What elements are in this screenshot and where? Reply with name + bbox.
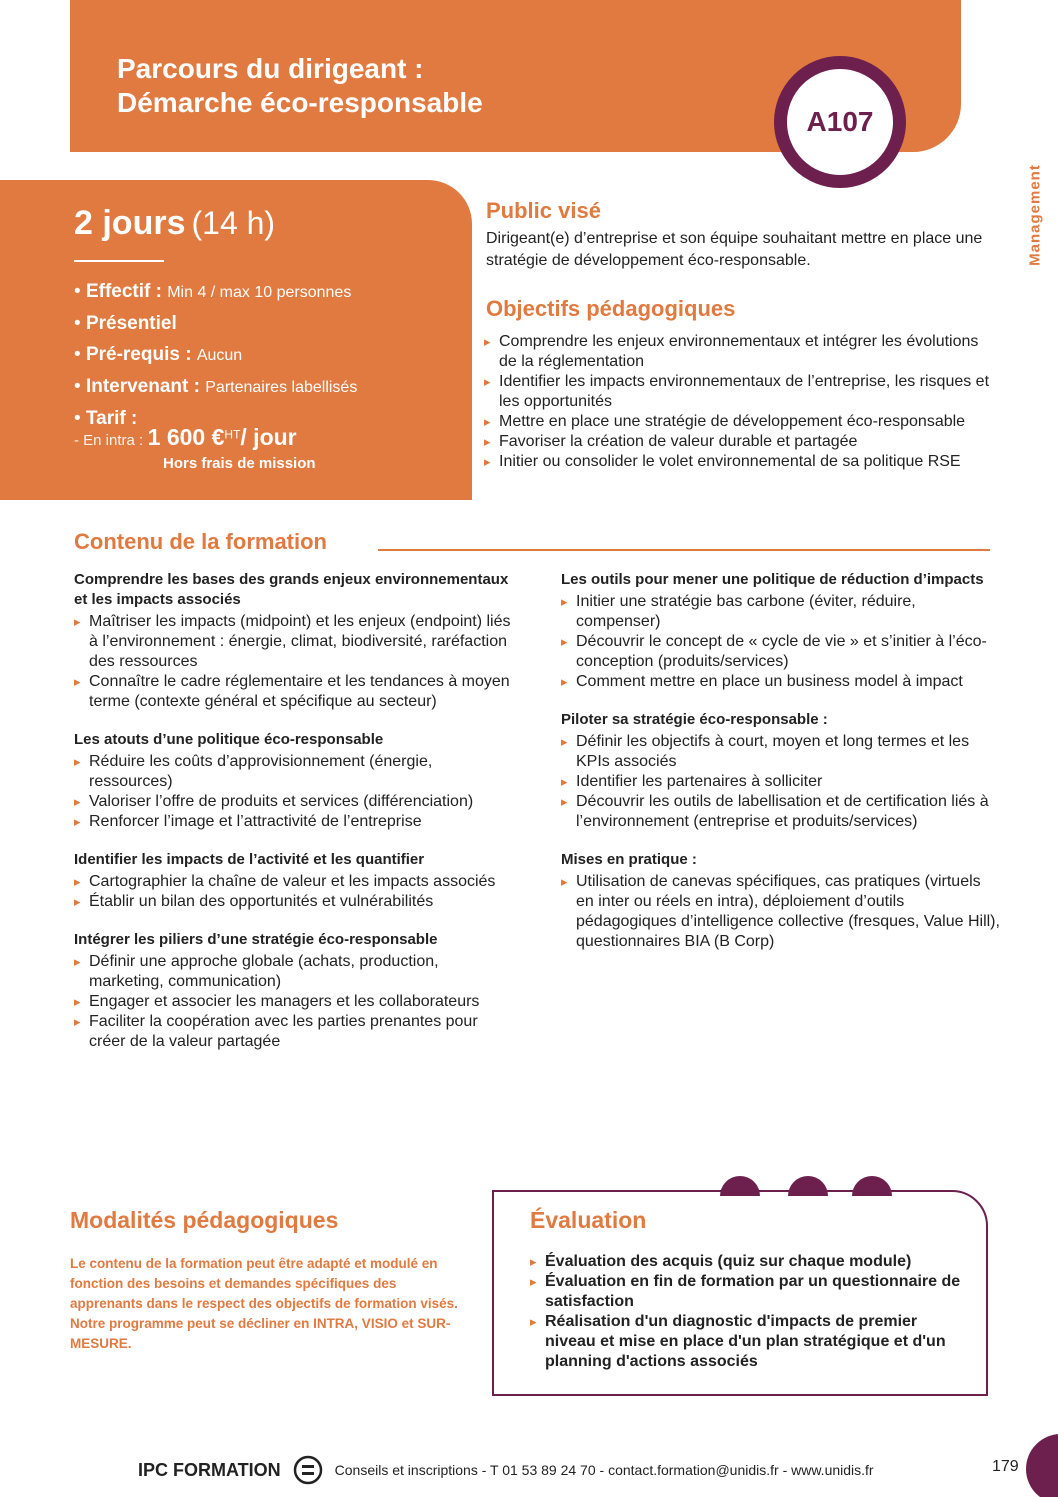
info-label: Pré-requis :	[85, 344, 192, 365]
list-item: ▸ Valoriser l’offre de produits et services (différenciation)	[74, 792, 514, 812]
price-unit: / jour	[240, 424, 297, 450]
course-code-badge	[774, 56, 906, 188]
dot-shape	[720, 1176, 760, 1196]
list-item: ▸ Établir un bilan des opportunités et vulnérabilités	[74, 892, 514, 912]
block-list	[561, 872, 1001, 952]
block-title: Mises en pratique :	[561, 851, 697, 868]
content-block	[561, 570, 1001, 692]
corner-decoration	[1026, 1434, 1058, 1497]
info-row-prerequis	[74, 339, 357, 371]
content-block	[561, 710, 1001, 832]
modalites-heading: Modalités pédagogiques	[70, 1207, 339, 1233]
objectives-heading: Objectifs pédagogiques	[486, 296, 736, 321]
dot-shape	[788, 1176, 828, 1196]
bullet: •	[74, 376, 81, 397]
price-row	[74, 424, 297, 451]
content-block	[74, 570, 514, 712]
title-line-2: Démarche éco-responsable	[117, 87, 483, 118]
list-item: ▸ Comprendre les enjeux environnementaux et intégrer les évolutions de la réglementation	[484, 332, 994, 372]
public-text: Dirigeant(e) d’entreprise et son équipe souhaitant mettre en place une stratégie de développement éco-responsable.	[486, 230, 983, 269]
info-row-intervenant	[74, 371, 357, 403]
dot-shape	[852, 1176, 892, 1196]
duration-days: 2 jours	[74, 204, 186, 242]
contact-logo-icon	[293, 1455, 323, 1485]
info-value: Partenaires labellisés	[205, 379, 358, 396]
list-item: ▸ Évaluation en fin de formation par un questionnaire de satisfaction	[530, 1272, 970, 1312]
info-label: Effectif :	[85, 281, 162, 302]
category-tab	[1022, 150, 1048, 280]
bullet: •	[74, 408, 81, 429]
block-title: Intégrer les piliers d’une stratégie éco-responsable	[74, 931, 438, 948]
price-label: - En intra :	[74, 432, 144, 449]
price-amount: 1 600 €	[147, 424, 225, 450]
course-code: A107	[806, 106, 874, 137]
list-item: ▸ Mettre en place une stratégie de développement éco-responsable	[484, 412, 994, 432]
duration	[74, 204, 275, 243]
list-item: ▸ Évaluation des acquis (quiz sur chaque module)	[530, 1252, 970, 1272]
info-row-effectif	[74, 276, 357, 308]
page-number: 179	[992, 1458, 1019, 1475]
block-list	[74, 872, 514, 912]
content-column-right	[561, 570, 1001, 970]
footer-contact: Conseils et inscriptions - T 01 53 89 24 70 - contact.formation@unidis.fr - www.unidis.fr	[334, 1462, 874, 1478]
duration-hours: (14 h)	[191, 205, 276, 241]
content-block	[74, 730, 514, 832]
content-block	[74, 850, 514, 912]
block-list	[561, 592, 1001, 692]
duration-divider	[74, 260, 164, 262]
list-item: ▸ Identifier les partenaires à solliciter	[561, 772, 1001, 792]
list-item: ▸ Réduire les coûts d’approvisionnement (énergie, ressources)	[74, 752, 514, 792]
list-item: ▸ Identifier les impacts environnementaux de l’entreprise, les risques et les opportunités	[484, 372, 994, 412]
block-list	[74, 612, 514, 712]
info-label: Tarif :	[85, 408, 138, 429]
list-item: ▸ Connaître le cadre réglementaire et les tendances à moyen terme (contexte général et spécifique au secteur)	[74, 672, 514, 712]
info-label: Intervenant :	[85, 376, 200, 397]
list-item: ▸ Découvrir le concept de « cycle de vie » et s’initier à l’éco-conception (produits/services)	[561, 632, 1001, 672]
info-label: Présentiel	[85, 313, 177, 334]
list-item: ▸ Faciliter la coopération avec les parties prenantes pour créer de la valeur partagée	[74, 1012, 514, 1052]
content-block	[74, 930, 514, 1052]
block-title: Les outils pour mener une politique de réduction d’impacts	[561, 571, 984, 588]
page-title	[117, 52, 483, 120]
content-block	[561, 850, 1001, 952]
price-ht: HT	[224, 427, 241, 442]
info-list	[74, 276, 357, 434]
block-title: Piloter sa stratégie éco-responsable :	[561, 711, 828, 728]
block-list	[74, 752, 514, 832]
list-item: ▸ Réalisation d'un diagnostic d'impacts de premier niveau et mise en place d'un plan stratégique et d'un planning d'actions associés	[530, 1312, 970, 1372]
list-item: ▸ Définir les objectifs à court, moyen et long termes et les KPIs associés	[561, 732, 1001, 772]
info-row-presentiel	[74, 308, 357, 339]
list-item: ▸ Cartographier la chaîne de valeur et les impacts associés	[74, 872, 514, 892]
bullet: •	[74, 313, 81, 334]
content-divider	[378, 549, 990, 551]
objectives-list	[484, 332, 994, 472]
price-note: Hors frais de mission	[163, 455, 316, 472]
list-item: ▸ Initier ou consolider le volet environnemental de sa politique RSE	[484, 452, 994, 472]
content-heading: Contenu de la formation	[74, 529, 327, 554]
evaluation-list	[530, 1252, 970, 1372]
category-label: Management	[1026, 164, 1044, 266]
list-item: ▸ Découvrir les outils de labellisation et de certification liés à l’environnement (entreprise et produits/services)	[561, 792, 1001, 832]
footer	[138, 1455, 874, 1485]
block-title: Comprendre les bases des grands enjeux environnementaux et les impacts associés	[74, 571, 509, 608]
footer-brand: IPC FORMATION	[138, 1459, 281, 1480]
list-item: ▸ Définir une approche globale (achats, production, marketing, communication)	[74, 952, 514, 992]
block-list	[74, 952, 514, 1052]
decorative-dots	[720, 1170, 990, 1196]
public-heading: Public visé	[486, 198, 601, 223]
block-list	[561, 732, 1001, 832]
list-item: ▸ Initier une stratégie bas carbone (éviter, réduire, compenser)	[561, 592, 1001, 632]
bullet: •	[74, 281, 81, 302]
block-title: Les atouts d’une politique éco-responsable	[74, 731, 384, 748]
block-title: Identifier les impacts de l’activité et les quantifier	[74, 851, 425, 868]
list-item: ▸ Utilisation de canevas spécifiques, cas pratiques (virtuels en inter ou réels en intra), déploiement d’outils pédagogiques d’intelligence collective (fresques, Value Hill), questionnaires BIA (B Corp)	[561, 872, 1001, 952]
modalites-text: Le contenu de la formation peut être adapté et modulé en fonction des besoins et demandes spécifiques des apprenants dans le respect des objectifs de formation visés. Notre programme peut se décliner en INTRA, VISIO et SUR-MESURE.	[70, 1256, 458, 1351]
list-item: ▸ Renforcer l’image et l’attractivité de l’entreprise	[74, 812, 514, 832]
list-item: ▸ Comment mettre en place un business model à impact	[561, 672, 1001, 692]
evaluation-heading: Évaluation	[530, 1207, 647, 1233]
info-value: Min 4 / max 10 personnes	[167, 284, 352, 301]
info-value: Aucun	[196, 347, 243, 364]
content-column-left	[74, 570, 514, 1070]
bullet: •	[74, 344, 81, 365]
list-item: ▸ Favoriser la création de valeur durable et partagée	[484, 432, 994, 452]
list-item: ▸ Maîtriser les impacts (midpoint) et les enjeux (endpoint) liés à l’environnement : énergie, climat, biodiversité, raréfaction des ressources	[74, 612, 514, 672]
list-item: ▸ Engager et associer les managers et les collaborateurs	[74, 992, 514, 1012]
title-line-1: Parcours du dirigeant :	[117, 53, 424, 84]
